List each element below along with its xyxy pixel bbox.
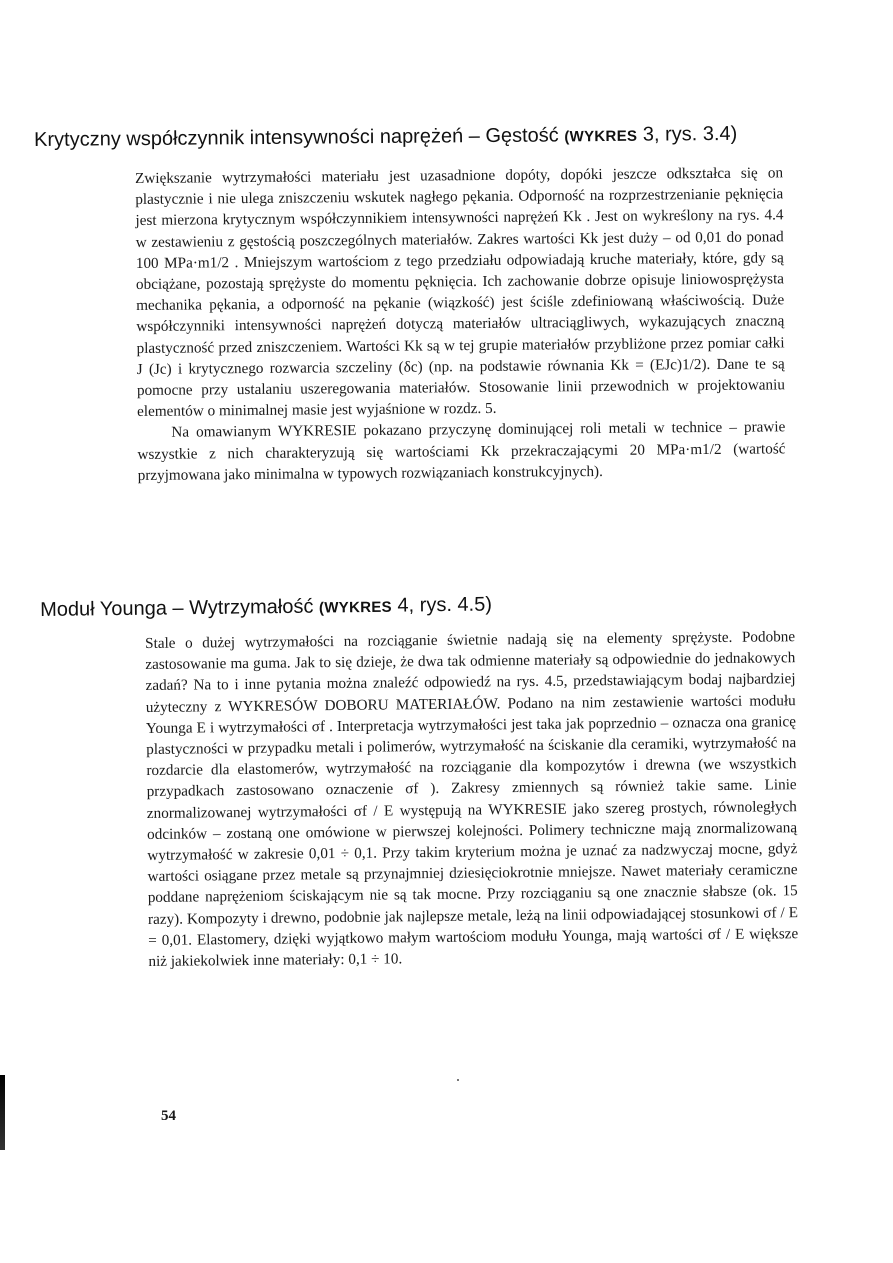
chart-reference-label: (WYKRES — [318, 598, 393, 617]
section-body-fracture-toughness — [135, 162, 786, 486]
section-title: Krytyczny współczynnik intensywności naprężeń – Gęstość — [34, 124, 559, 151]
scan-speck — [457, 1079, 459, 1081]
scan-edge-mark — [0, 1075, 5, 1150]
paragraph: Na omawianym WYKRESIE pokazano przyczynę dominującej roli metali w technice – prawie wszystkie z nich charakteryzują się wartościami Kk przekraczającymi 20 MPa·m1/2 (wartość przyjmowana jako minimalna w typowych rozwiązaniach konstrukcyjnych). — [137, 418, 786, 484]
chart-reference-number: 4, rys. 4.5) — [391, 593, 493, 617]
paragraph: Zwiększanie wytrzymałości materiału jest uzasadnione dopóty, dopóki jeszcze odkształca się on plastycznie i nie ulega zniszczeniu wskutek nagłego pękania. Odporność na rozprzestrzenianie pęknięcia jest mierzona krytycznym współczynnikiem intensywności naprężeń Kk . Jest on wykreślony na rys. 4.4 w zestawieniu z gęstością poszczególnych materiałów. Zakres wartości Kk jest duży – od 0,01 do ponad 100 MPa·m1/2 . Mniejszym wartościom z tego przedziału odpowiadają kruche materiały, które, gdy są obciążane, pozostają sprężyste do momentu pęknięcia. Ich zachowanie dobrze opisuje liniowosprężysta mechanika pękania, a odporność na pękanie (wiązkość) jest ściśle zdefiniowaną właściwością. Duże współczynniki intensywności naprężeń dotyczą materiałów ultraciągliwych, wykazujących znaczną plastyczność przed zniszczeniem. Wartości Kk są w tej grupie materiałów przybliżone przez pomiar całki J (Jc) i krytycznego rozwarcia szczeliny (δc) (np. na podstawie równania Kk = (EJc)1/2). Dane te są pomocne przy ustalaniu uszeregowania materiałów. Stosowanie linii przewodnich w projektowaniu elementów o minimalnej masie jest wyjaśnione w rozdz. 5. — [135, 164, 785, 421]
chart-reference-number: 3, rys. 3.4) — [637, 122, 738, 146]
section-heading-youngs-modulus — [40, 592, 492, 624]
page-number: 54 — [161, 1108, 176, 1124]
section-heading-fracture-toughness — [34, 122, 737, 154]
chart-reference-label: (WYKRES — [564, 127, 638, 146]
section-body-youngs-modulus — [145, 626, 799, 972]
paragraph: Stale o dużej wytrzymałości na rozciąganie świetnie nadają się na elementy sprężyste. Podobne zastosowanie ma guma. Jak to się dzieje, że dwa tak odmienne materiały są odpowiednie do jednakowych zadań? Na to i inne pytania można znaleźć odpowiedź na rys. 4.5, przedstawiającym bodaj najbardziej użyteczny z WYKRESÓW DOBORU MATERIAŁÓW. Podano na nim zestawienie wartości modułu Younga E i wytrzymałości σf . Interpretacja wytrzymałości jest taka jak poprzednio – oznacza ona granicę plastyczności w przypadku metali i polimerów, wytrzymałość na ściskanie dla ceramiki, wytrzymałość na rozdarcie dla elastomerów, wytrzymałość na rozciąganie dla kompozytów i drewna (we wszystkich przypadkach zastosowano oznaczenie σf ). Zakresy zmiennych są również takie same. Linie znormalizowanej wytrzymałości σf / E występują na WYKRESIE jako szereg prostych, równoległych odcinków – zostaną one omówione w pierwszej kolejności. Polimery techniczne mają znormalizowaną wytrzymałość w zakresie 0,01 ÷ 0,1. Przy takim kryterium można je uznać za nadzwyczaj mocne, gdyż wartości osiągane przez metale są przynajmniej dziesięciokrotnie mniejsze. Nawet materiały ceramiczne poddane naprężeniom ściskającym nie są tak mocne. Przy rozciąganiu są one znacznie słabsze (ok. 15 razy). Kompozyty i drewno, podobnie jak najlepsze metale, leżą na linii odpowiadającej stosunkowi σf / E = 0,01. Elastomery, dzięki wyjątkowo małym wartościom modułu Younga, mają wartości σf / E większe niż jakiekolwiek inne materiały: 0,1 ÷ 10. — [145, 628, 799, 971]
section-title: Moduł Younga – Wytrzymałość — [40, 595, 314, 621]
